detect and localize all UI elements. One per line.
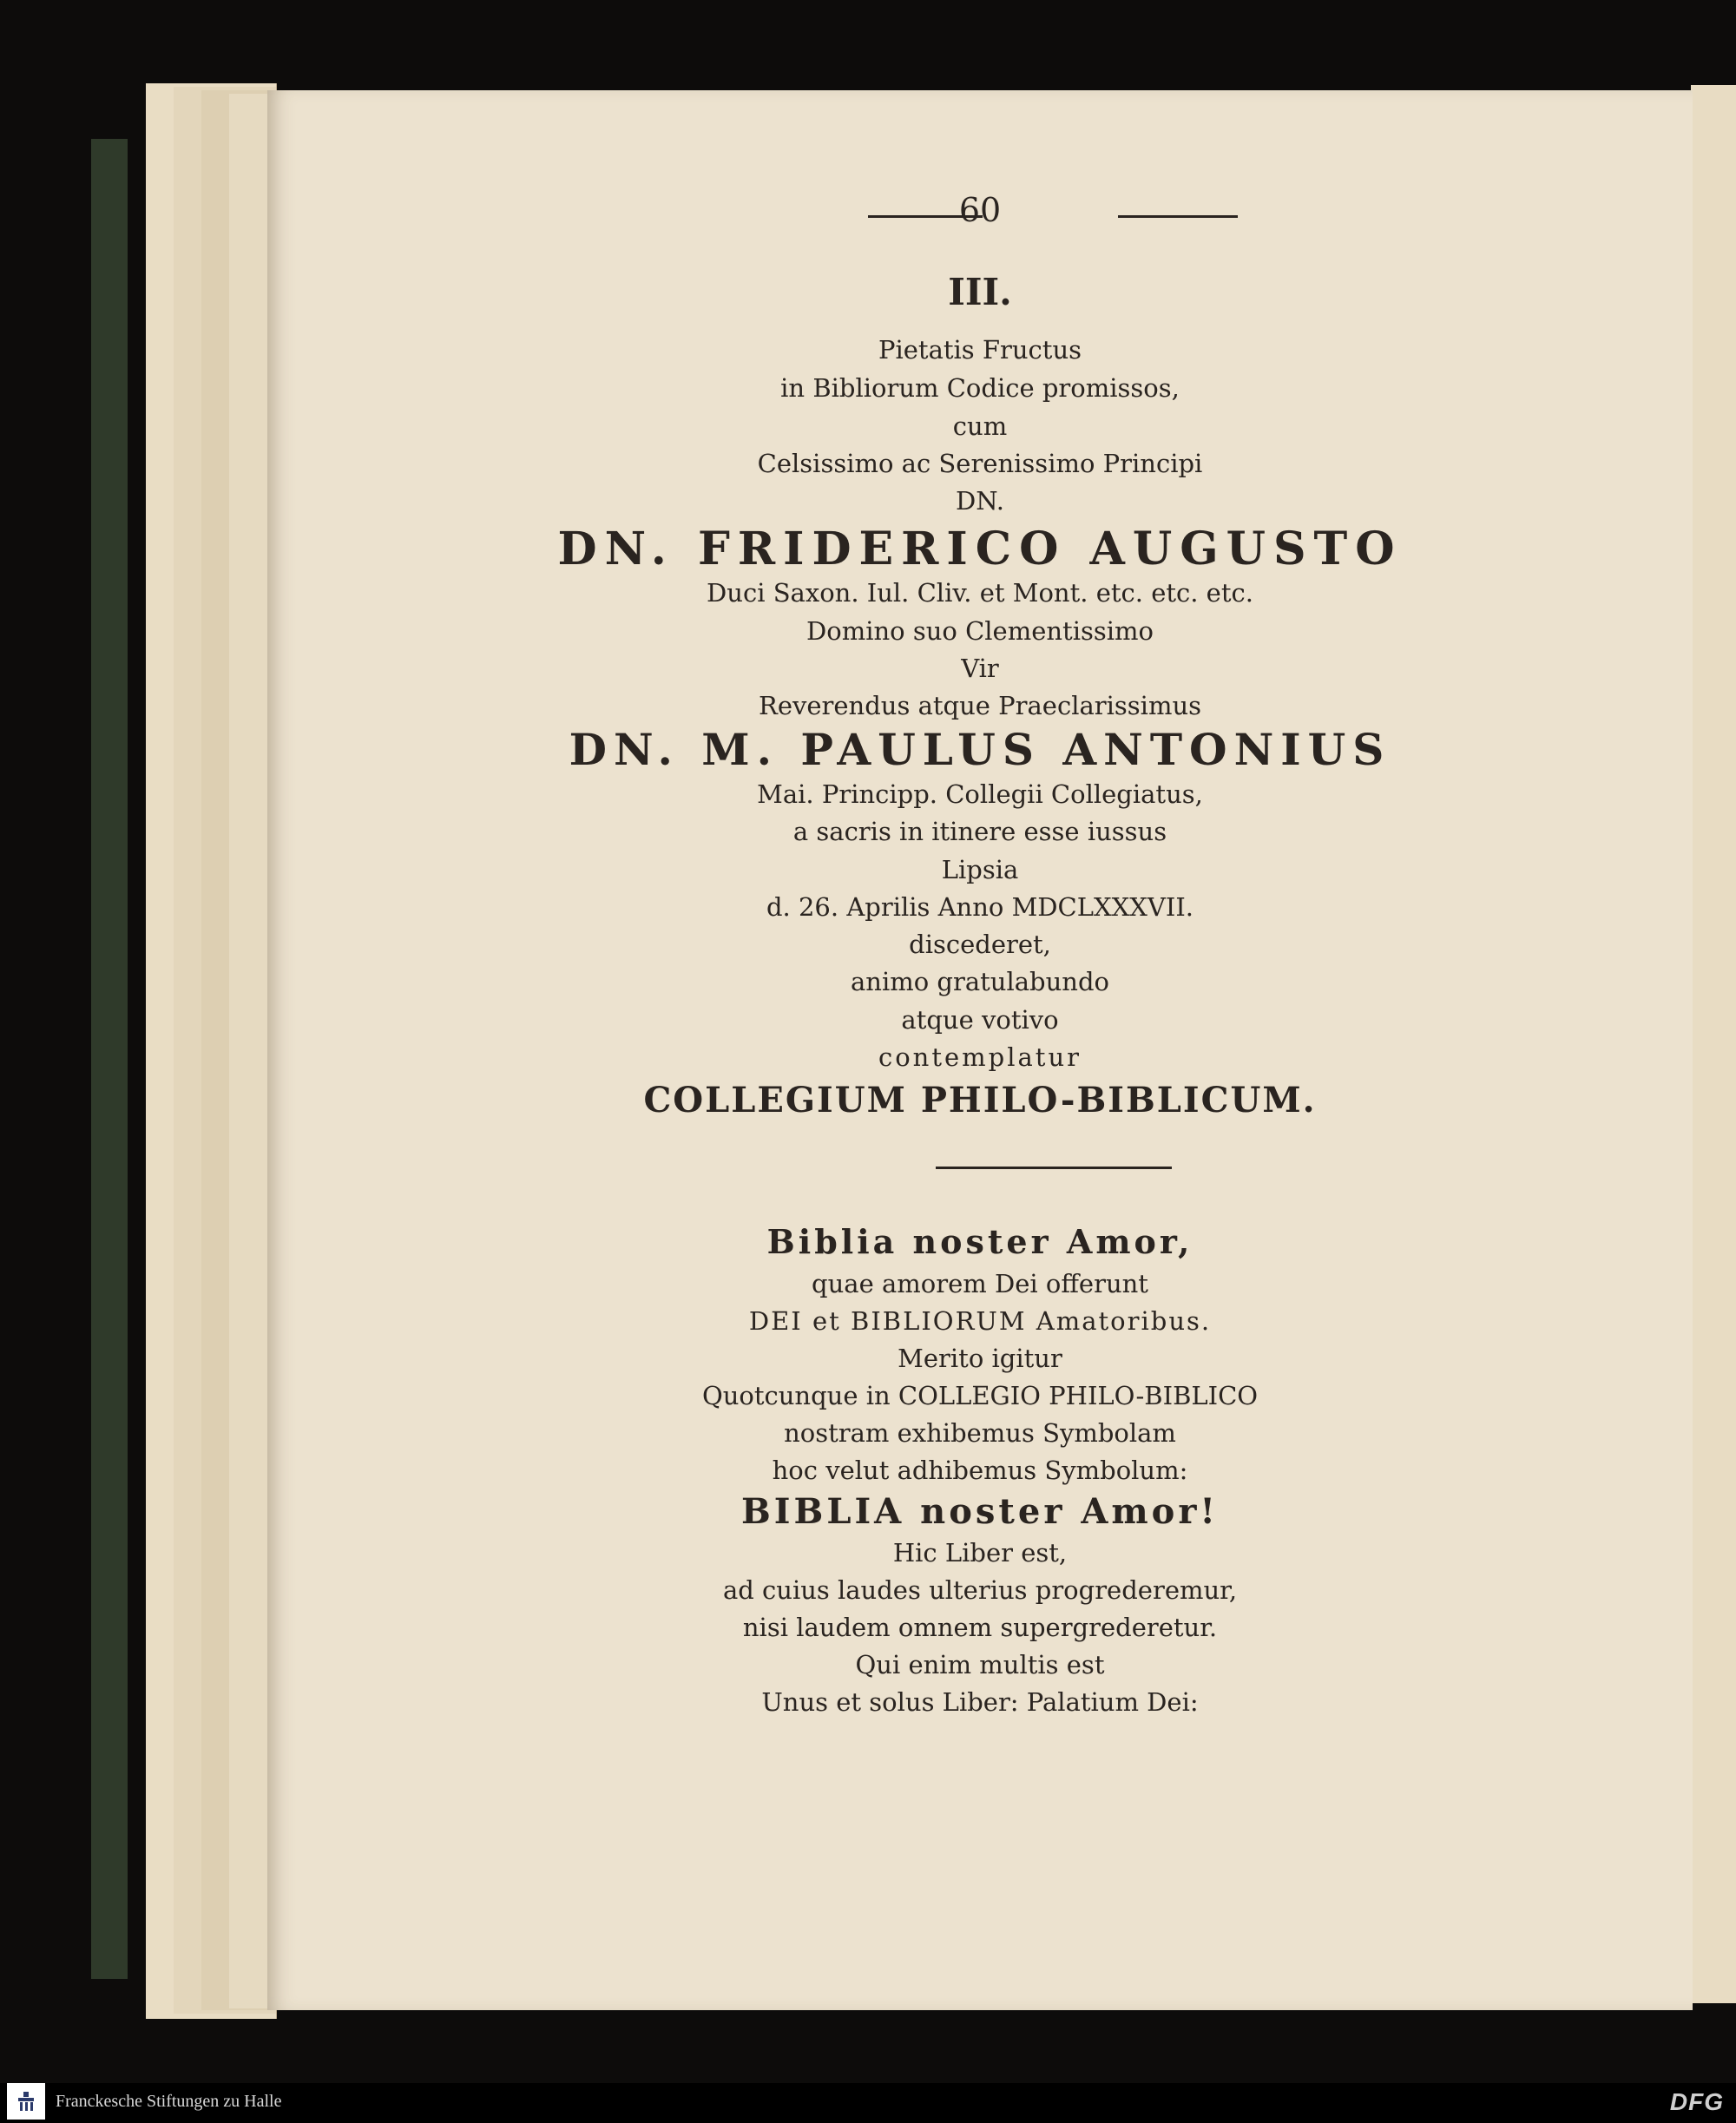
poem-line: quae amorem Dei offerunt [812,1269,1148,1298]
section-divider [936,1167,1172,1169]
poem-line: Quotcunque in COLLEGIO PHILO-BIBLICO [701,1381,1259,1410]
poem-line: Merito igitur [898,1344,1062,1373]
poem-heading-2: BIBLIA noster Amor! [740,1491,1219,1532]
poem-line: Unus et solus Liber: Palatium Dei: [761,1687,1199,1717]
book-spine [91,139,128,1979]
institution-name: Franckesche Stiftungen zu Halle [56,2092,282,2111]
page-number: 60 [958,191,1002,229]
prince-name: DN. FRIDERICO AUGUSTO [557,523,1403,575]
collegium-heading: COLLEGIUM PHILO-BIBLICUM. [643,1080,1317,1121]
poem-heading: Biblia noster Amor, [766,1222,1194,1261]
author-detail-line: animo gratulabundo [851,967,1109,996]
institution-logo-icon [7,2083,45,2120]
dedication-line: DN. [956,486,1004,516]
author-detail-line: a sacris in itinere esse iussus [792,817,1167,846]
poem-line: ad cuius laudes ulterius progrederemur, [722,1575,1238,1605]
section-number: III. [948,271,1012,313]
poem-line: nisi laudem omnem supergrederetur. [742,1613,1218,1642]
dedication-line: Celsissimo ac Serenissimo Principi [757,449,1203,478]
facing-page [1691,85,1736,2003]
dfg-logo: DFG [1669,2088,1724,2115]
author-detail-line: discederet, [909,930,1051,959]
author-detail-line: Lipsia [941,855,1019,884]
prince-title-line: Reverendus atque Praeclarissimus [758,691,1202,720]
dedication-line: Pietatis Fructus [878,335,1082,365]
poem-line: nostram exhibemus Symbolam [784,1418,1176,1448]
author-detail-line: d. 26. Aprilis Anno MDCLXXXVII. [766,892,1194,922]
dedication-line: cum [952,411,1008,441]
viewer-footer [0,2083,1736,2123]
author-detail-line: atque votivo [901,1005,1059,1035]
dedication-line: in Bibliorum Codice promissos, [780,373,1180,403]
poem-line: Hic Liber est, [892,1538,1068,1568]
poem-line: hoc velut adhibemus Symbolum: [772,1456,1188,1485]
prince-title-line: Vir [961,654,999,683]
author-name: DN. M. PAULUS ANTONIUS [569,724,1391,775]
poem-line: DEI et BIBLIORUM Amatoribus. [748,1306,1212,1336]
author-detail-line: Mai. Principp. Collegii Collegiatus, [757,779,1203,809]
prince-title-line: Domino suo Clementissimo [806,616,1154,646]
page-number-rule-right [1118,215,1238,218]
prince-title-line: Duci Saxon. Iul. Cliv. et Mont. etc. etc. etc. [707,578,1253,608]
poem-line: Qui enim multis est [855,1650,1105,1679]
author-detail-line: contemplatur [878,1042,1082,1072]
